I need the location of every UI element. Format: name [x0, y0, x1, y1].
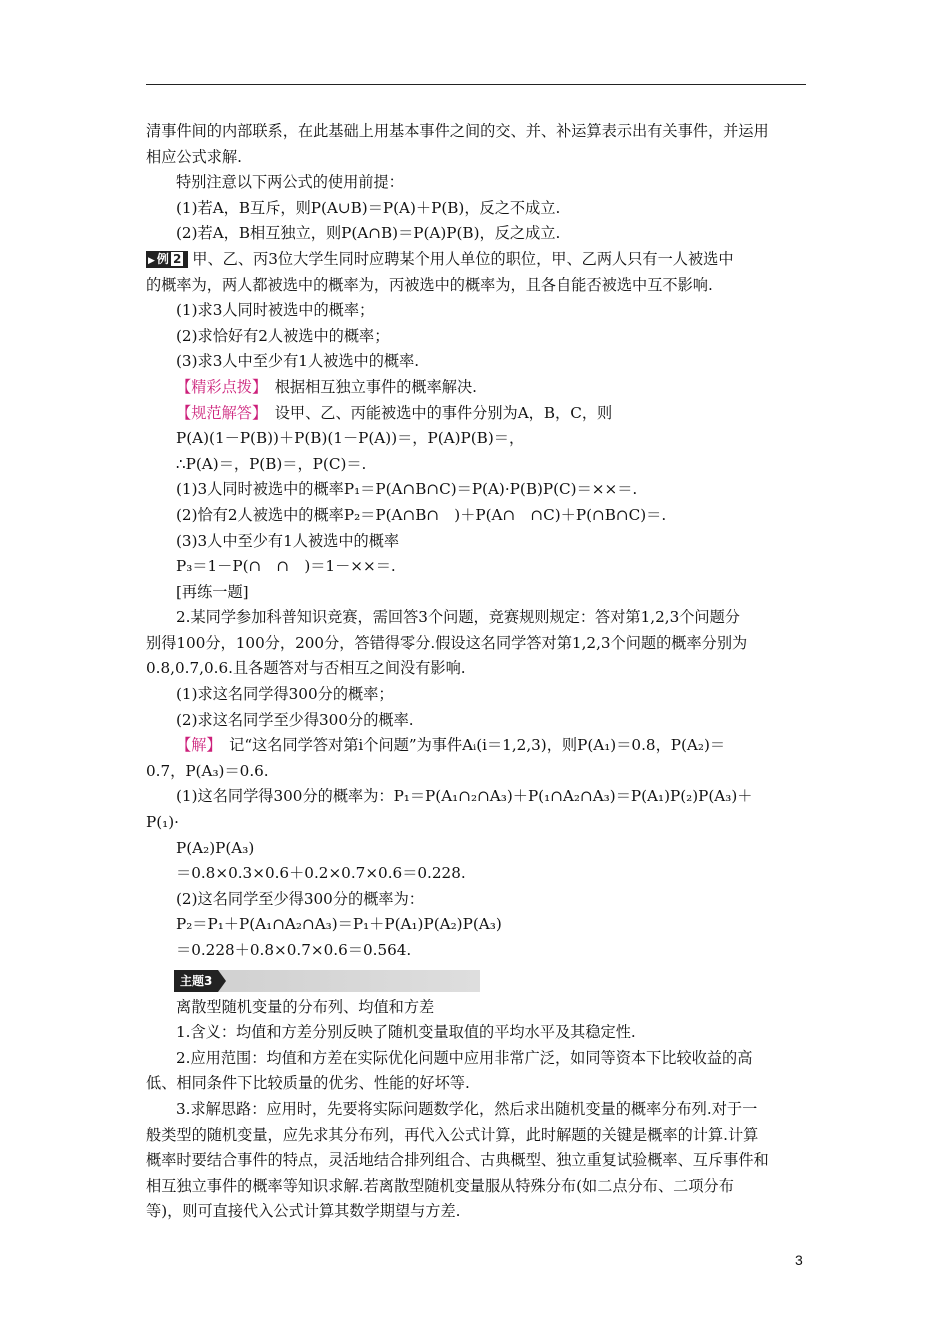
text-line: 别得100分，100分，200分，答错得零分.假设这名同学答对第1,2,3个问题的概率分别为	[146, 633, 748, 652]
text-line: 清事件间的内部联系，在此基础上用基本事件之间的交、并、补运算表示出有关事件，并运用	[146, 122, 769, 140]
text-line: 离散型随机变量的分布列、均值和方差	[176, 997, 435, 1016]
text-line: (3)求3人中至少有1人被选中的概率.	[176, 352, 420, 371]
page-number: 3	[795, 1252, 803, 1268]
text-line: 特别注意以下两公式的使用前提：	[176, 173, 404, 192]
text-line: 低、相同条件下比较质量的优劣、性能的好坏等.	[146, 1074, 470, 1093]
text-line: 2.应用范围：均值和方差在实际优化问题中应用非常广泛，如同等资本下比较收益的高	[176, 1048, 753, 1067]
intro-paragraph	[146, 119, 808, 247]
topic-label: 主题3	[174, 970, 218, 992]
example-text: 甲、乙、丙3位大学生同时应聘某个用人单位的职位，甲、乙两人只有一人被选中	[192, 249, 734, 268]
text-line: (2)若A，B相互独立，则P(A∩B)＝P(A)P(B)，反之成立.	[176, 224, 561, 243]
text-line: (2)求这名同学至少得300分的概率.	[176, 710, 414, 729]
text-line: 3.求解思路：应用时，先要将实际问题数学化，然后求出随机变量的概率分布列.对于一	[176, 1099, 758, 1118]
text-line: 0.8,0.7,0.6.且各题答对与否相互之间没有影响.	[146, 659, 466, 678]
text-line: ∴P(A)＝，P(B)＝，P(C)＝.	[176, 454, 367, 473]
text-line: (1)求这名同学得300分的概率；	[176, 685, 394, 704]
text-line: P(A₂)P(A₃)	[176, 838, 255, 857]
example-questions	[146, 298, 808, 375]
solution-line: 【规范解答】 设甲、乙、丙能被选中的事件分别为A，B，C，则	[176, 403, 613, 422]
text-line: ＝0.8×0.3×0.6＋0.2×0.7×0.6＝0.228.	[176, 864, 466, 883]
text-line: (2)恰有2人被选中的概率P₂＝P(A∩B∩ )＋P(A∩ ∩C)＋P(∩B∩C)＝.	[176, 505, 667, 524]
text-line: (2)求恰好有2人被选中的概率；	[176, 326, 390, 345]
text-line: (1)3人同时被选中的概率P₁＝P(A∩B∩C)＝P(A)·P(B)P(C)＝××＝.	[176, 480, 638, 499]
text-line: (1)这名同学得300分的概率为：P₁＝P(A₁∩₂∩A₃)＋P(₁∩A₂∩A₃)＝P(A₁)P(₂)P(A₃)＋	[176, 787, 753, 806]
hint-line: 【精彩点拨】 根据相互独立事件的概率解决.	[176, 377, 477, 396]
example-text-cont: 的概率为，两人都被选中的概率为，丙被选中的概率为，且各自能否被选中互不影响.	[146, 275, 713, 294]
text-line: [再练一题]	[176, 582, 249, 601]
header-rule	[146, 84, 806, 85]
example-line	[146, 247, 808, 273]
text-line: P₂＝P₁＋P(A₁∩A₂∩A₃)＝P₁＋P(A₁)P(A₂)P(A₃)	[176, 915, 502, 934]
text-line: ＝0.228＋0.8×0.7×0.6＝0.564.	[176, 941, 412, 959]
text-line: 概率时要结合事件的特点，灵活地结合排列组合、古典概型、独立重复试验概率、互斥事件和	[146, 1151, 769, 1170]
topic-body	[146, 995, 808, 1225]
answer-body	[146, 759, 808, 964]
text-line: 2.某同学参加科普知识竞赛，需回答3个问题，竞赛规则规定：答对第1,2,3个问题分	[176, 608, 740, 627]
answer-label: 【解】	[176, 736, 214, 755]
text-line: 般类型的随机变量，应先求其分布列，再代入公式计算，此时解题的关键是概率的计算.计算	[146, 1125, 759, 1144]
text-line: (1)若A，B互斥，则P(A∪B)＝P(A)＋P(B)，反之不成立.	[176, 198, 561, 217]
text-line: 0.7，P(A₃)＝0.6.	[146, 761, 269, 780]
text-line: 相应公式求解.	[146, 147, 242, 166]
text-line: (3)3人中至少有1人被选中的概率	[176, 531, 400, 550]
example-badge: ▶ 例 2	[146, 251, 188, 268]
answer-line: 【解】 记“这名同学答对第i个问题”为事件Aᵢ(i＝1,2,3)，则P(A₁)＝0.8，P(A₂)＝	[176, 736, 726, 755]
solution-body	[146, 426, 808, 733]
page-content	[146, 119, 808, 1225]
play-triangle-icon: ▶	[148, 255, 155, 266]
text-line: (2)这名同学至少得300分的概率为：	[176, 889, 424, 908]
hint-label: 【精彩点拨】	[176, 377, 260, 396]
text-line: 1.含义：均值和方差分别反映了随机变量取值的平均水平及其稳定性.	[176, 1023, 636, 1042]
solution-label: 【规范解答】	[176, 403, 260, 422]
text-line: 等)，则可直接代入公式计算其数学期望与方差.	[146, 1202, 461, 1221]
text-line: 相互独立事件的概率等知识求解.若离散型随机变量服从特殊分布(如二点分布、二项分布	[146, 1176, 734, 1195]
text-line: P(₁)·	[146, 813, 179, 832]
text-line: (1)求3人同时被选中的概率；	[176, 301, 375, 320]
text-line: P(A)(1－P(B))＋P(B)(1－P(A))＝，P(A)P(B)＝，	[176, 429, 525, 448]
text-line: P₃＝1－P(∩ ∩ )＝1－××＝.	[176, 557, 396, 576]
topic-banner	[174, 970, 480, 992]
